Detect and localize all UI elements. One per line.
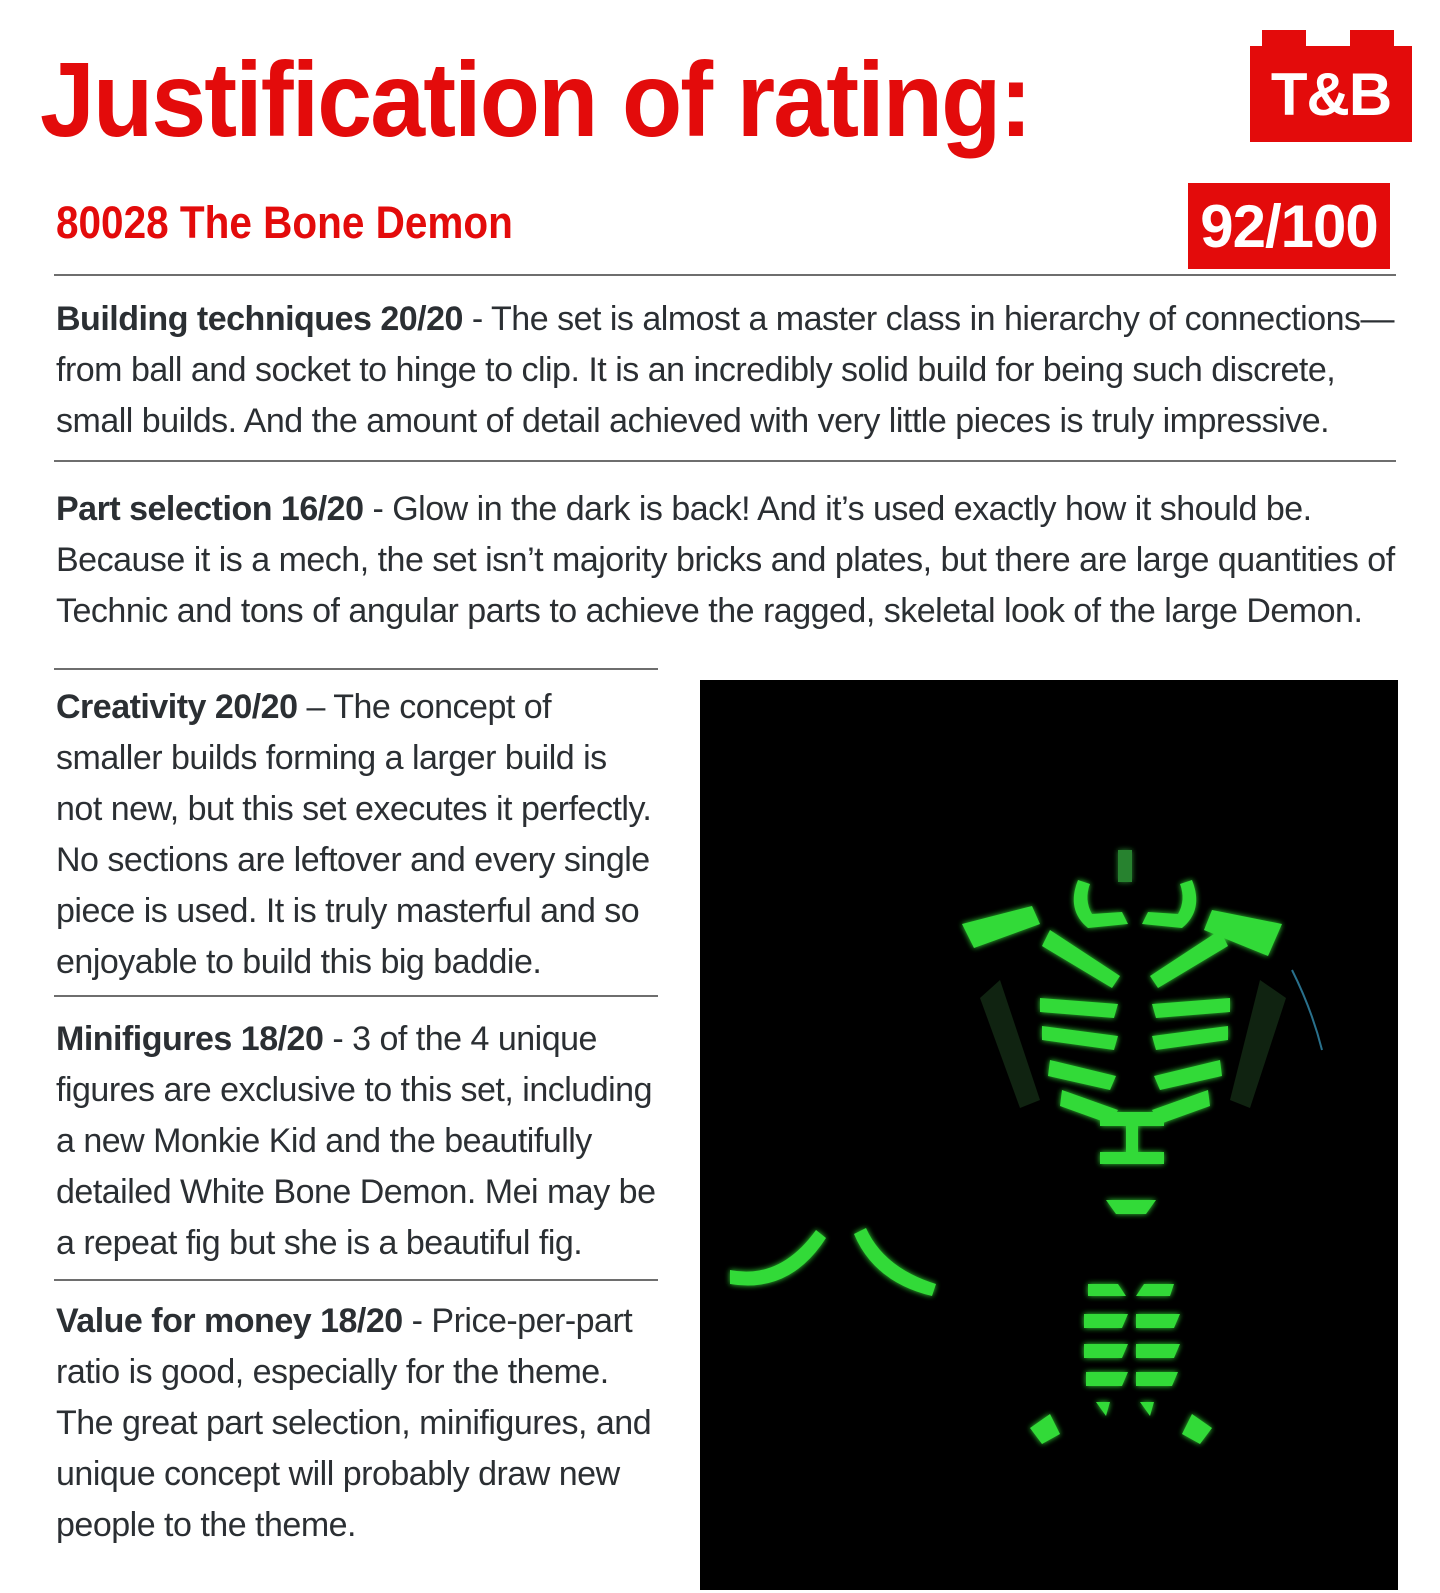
section-label: Part selection 16/20 [56, 490, 364, 528]
section-text: 3 of the 4 unique figures are exclusive to this set, including a new Monkie Kid and the beautifully detailed White Bone Demon. Mei may be a repeat fig but she is a beautiful fig. [56, 1020, 656, 1262]
section-text: The set is almost a master class in hierarchy of connections—from ball and socket to hinge to clip. It is an incredibly solid build for being such discrete, small builds. And the amount of detail achieved with very little pieces is truly impressive. [56, 300, 1395, 440]
section-part-selection [56, 484, 1396, 637]
glow-in-dark-bone-demon-photo-icon [700, 680, 1398, 1590]
divider [54, 995, 658, 997]
divider [54, 274, 1396, 276]
section-separator: - [402, 1302, 432, 1340]
section-text: The concept of smaller builds forming a larger build is not new, but this set executes it perfectly. No sections are leftover and every single piece is used. It is truly masterful and so enjoyable to build this big baddie. [56, 688, 652, 981]
section-label: Building techniques 20/20 [56, 300, 463, 338]
divider [54, 1279, 658, 1281]
divider [54, 668, 658, 670]
section-separator: - [323, 1020, 353, 1058]
section-building-techniques [56, 294, 1396, 447]
divider [54, 460, 1396, 462]
section-label: Creativity 20/20 [56, 688, 298, 726]
section-separator: - [363, 490, 393, 528]
bone-demon-photo [700, 680, 1398, 1590]
logo-brick: T&B [1250, 46, 1412, 142]
section-text: Glow in the dark is back! And it’s used exactly how it should be. Because it is a mech, the set isn’t majority bricks and plates, but there are large quantities of Technic and tons of angular parts to achieve the ragged, skeletal look of the large Demon. [56, 490, 1395, 630]
overall-score-badge: 92/100 [1188, 183, 1390, 269]
section-creativity [56, 682, 656, 988]
section-separator: – [297, 688, 334, 726]
section-minifigures [56, 1014, 656, 1269]
section-label: Minifigures 18/20 [56, 1020, 324, 1058]
set-name: 80028 The Bone Demon [56, 197, 513, 248]
section-label: Value for money 18/20 [56, 1302, 403, 1340]
tb-logo-icon [1250, 30, 1412, 142]
section-text: Price-per-part ratio is good, especially for the theme. The great part selection, minifigures, and unique concept will probably draw new people to the theme. [56, 1302, 652, 1544]
page-title: Justification of rating: [40, 41, 1031, 159]
section-value-for-money [56, 1296, 656, 1551]
section-separator: - [462, 300, 492, 338]
